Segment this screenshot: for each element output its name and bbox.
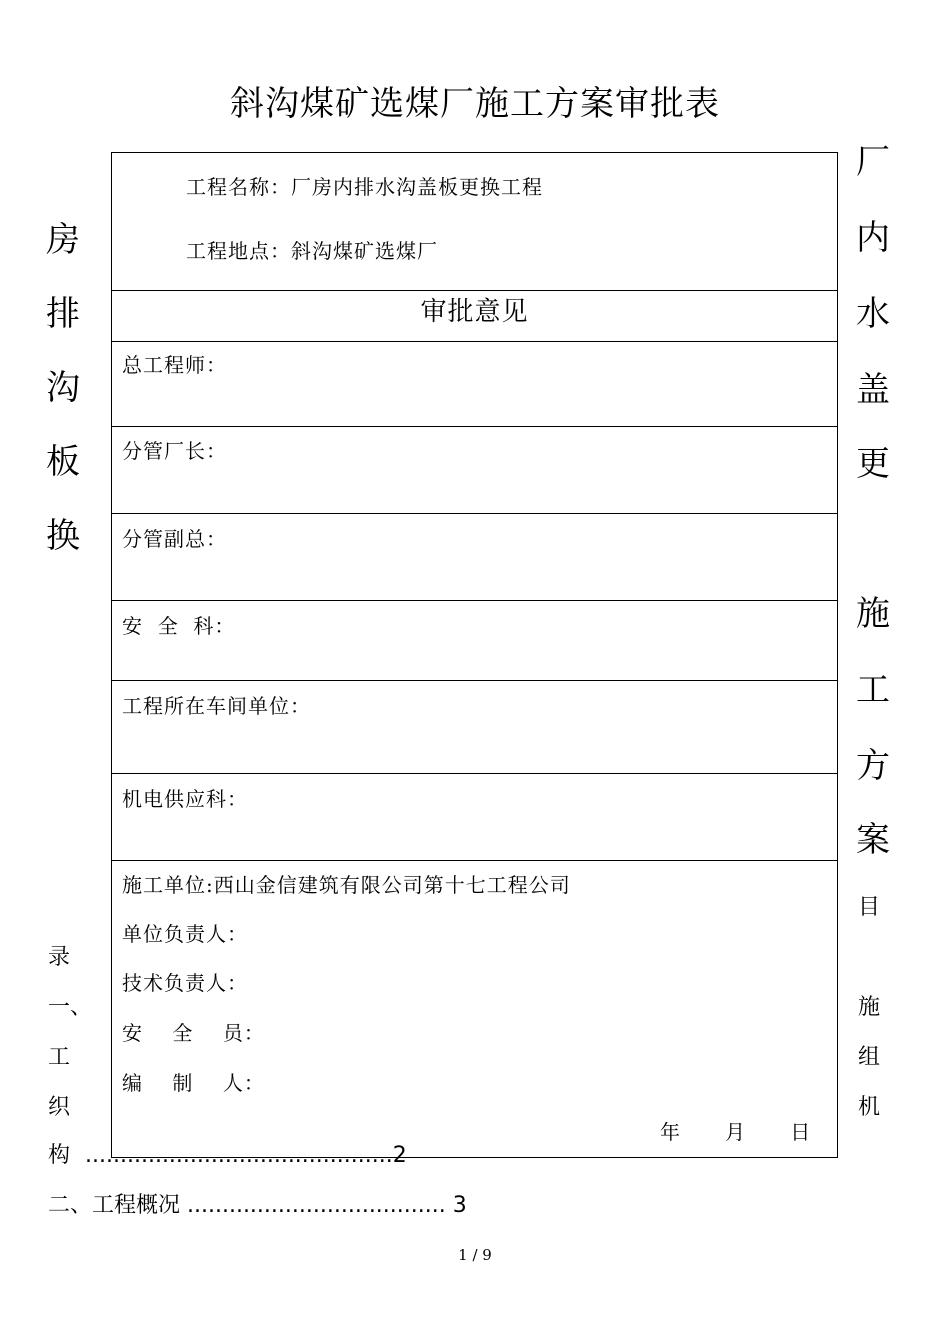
right-char: 案 bbox=[856, 820, 890, 860]
left-char: 板 bbox=[46, 442, 80, 482]
right-char: 方 bbox=[856, 746, 890, 786]
right-small-char: 机 bbox=[858, 1095, 881, 1120]
right-small-char: 组 bbox=[858, 1045, 881, 1070]
safety-officer-label: 安 全 员： bbox=[122, 1021, 265, 1045]
date-line: 年 月 日 bbox=[660, 1120, 812, 1144]
divider bbox=[112, 680, 837, 681]
approval-form bbox=[111, 152, 838, 1158]
workshop-label: 工程所在车间单位： bbox=[122, 694, 311, 718]
page-title: 斜沟煤矿选煤厂施工方案审批表 bbox=[230, 84, 720, 124]
left-char: 沟 bbox=[46, 368, 80, 408]
right-char: 更 bbox=[856, 444, 890, 484]
right-char: 内 bbox=[856, 218, 890, 258]
divider bbox=[112, 426, 837, 427]
left-small-char: 一、 bbox=[48, 995, 93, 1020]
supply-dept-label: 机电供应科： bbox=[122, 787, 248, 811]
right-char: 施 bbox=[856, 594, 890, 634]
chief-engineer-label: 总工程师： bbox=[122, 353, 227, 377]
toc-line-1-dots: ............................................2 bbox=[85, 1143, 407, 1168]
left-char: 房 bbox=[46, 220, 80, 260]
right-char: 水 bbox=[856, 294, 890, 334]
deputy-director-label: 分管厂长： bbox=[122, 439, 227, 463]
safety-dept-label: 安 全 科： bbox=[122, 614, 236, 638]
deputy-gm-label: 分管副总： bbox=[122, 527, 227, 551]
left-char: 排 bbox=[46, 294, 80, 334]
right-small-char: 目 bbox=[858, 895, 881, 920]
right-char: 工 bbox=[856, 670, 890, 710]
approval-header: 审批意见 bbox=[420, 297, 529, 327]
divider bbox=[112, 860, 837, 861]
divider bbox=[112, 600, 837, 601]
divider bbox=[112, 341, 837, 342]
toc-line-1-prefix: 构 bbox=[48, 1143, 71, 1168]
author-label: 编 制 人： bbox=[122, 1071, 265, 1095]
tech-responsible-label: 技术负责人： bbox=[122, 971, 248, 995]
right-small-char: 施 bbox=[858, 995, 881, 1020]
divider bbox=[112, 773, 837, 774]
left-small-char: 工 bbox=[48, 1045, 71, 1070]
project-name: 工程名称：厂房内排水沟盖板更换工程 bbox=[186, 175, 543, 199]
page-number: 1 / 9 bbox=[458, 1246, 492, 1264]
toc-line-2: 二、工程概况 ..................................... 3 bbox=[48, 1193, 467, 1218]
left-small-char: 织 bbox=[48, 1095, 71, 1120]
right-char: 盖 bbox=[856, 370, 890, 410]
contractor-unit: 施工单位:西山金信建筑有限公司第十七工程公司 bbox=[122, 873, 571, 897]
left-char: 换 bbox=[46, 516, 80, 556]
right-char: 厂 bbox=[856, 142, 890, 182]
divider bbox=[112, 513, 837, 514]
project-location: 工程地点：斜沟煤矿选煤厂 bbox=[186, 239, 438, 263]
unit-responsible-label: 单位负责人： bbox=[122, 922, 248, 946]
left-small-char: 录 bbox=[48, 945, 71, 970]
